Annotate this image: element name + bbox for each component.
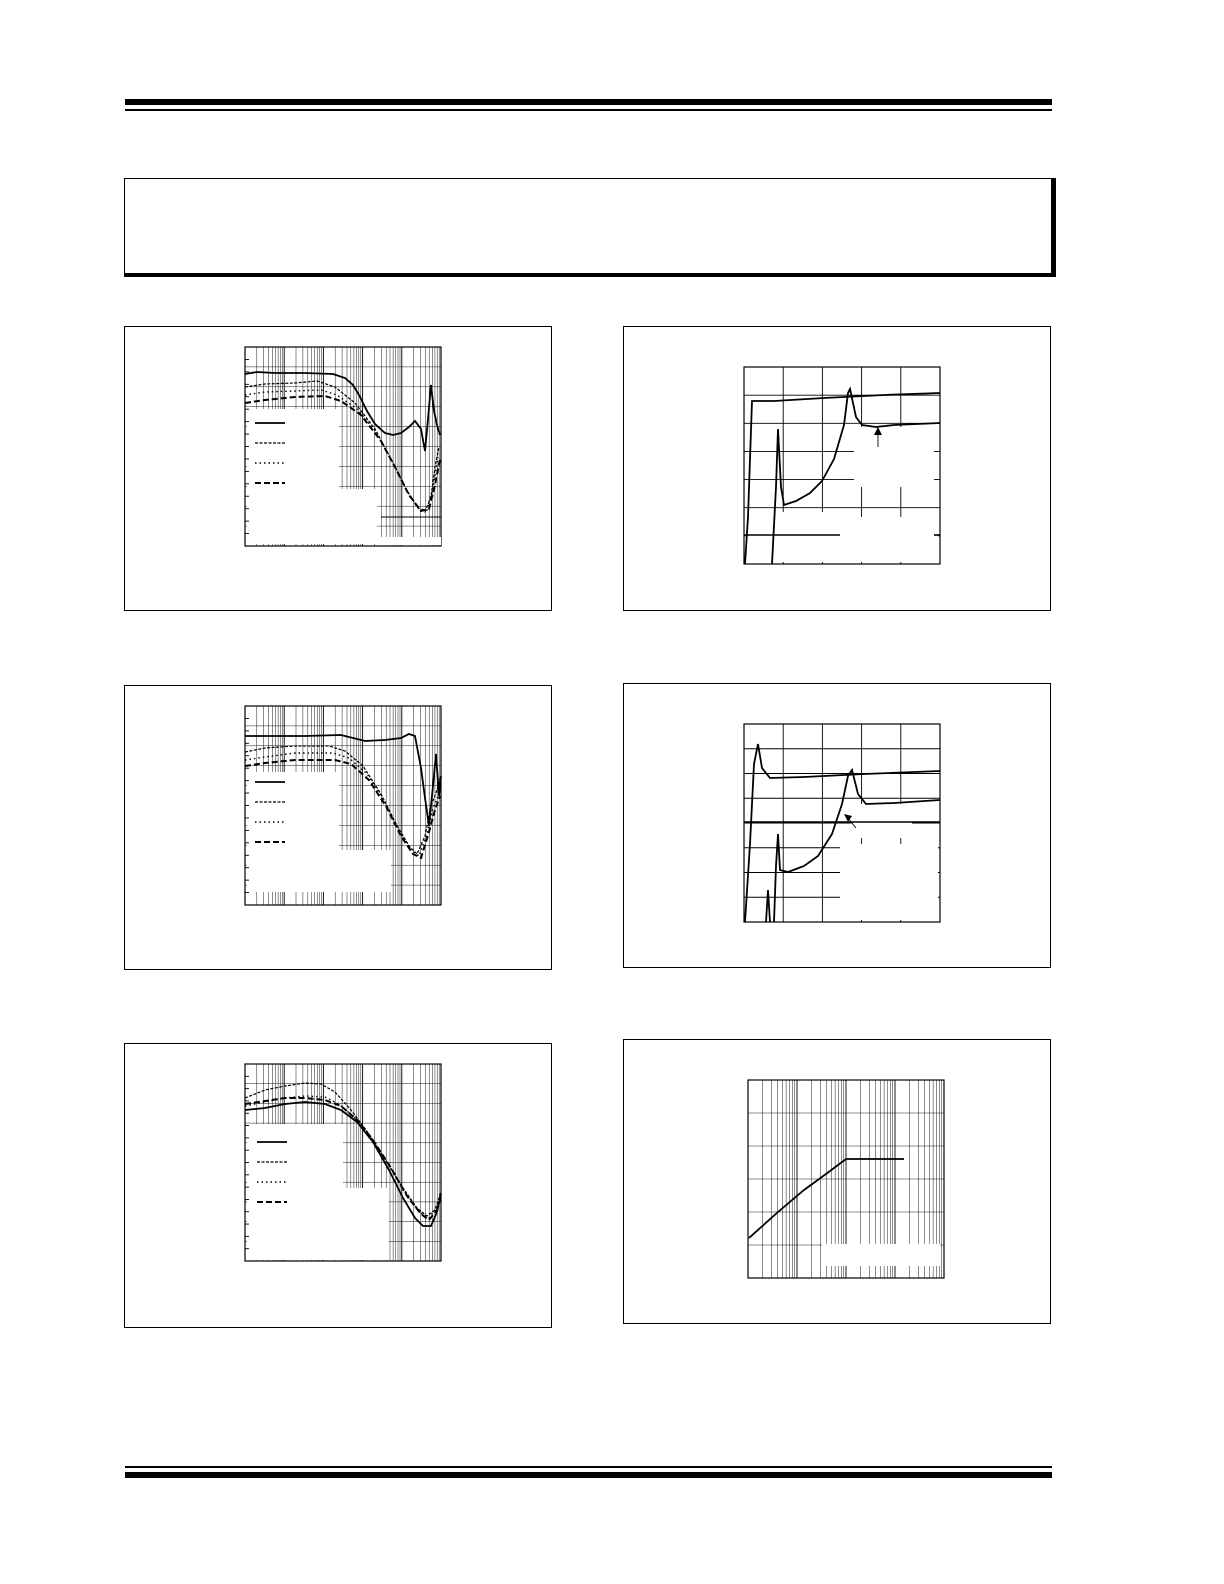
footer-rule-thick [125,1472,1052,1478]
label-area [822,1244,940,1266]
chart-right-1 [624,327,1050,610]
figure-right-3 [623,1039,1051,1324]
label-area [854,427,934,487]
chart-right-3 [624,1040,1050,1323]
label-area [746,512,840,562]
label-area [343,1188,389,1260]
footer-rule-thin [125,1466,1052,1468]
label-area [377,537,441,545]
chart-left-2 [125,686,551,969]
label-area [840,844,938,920]
chart-right-2 [624,684,1050,967]
figure-left-1 [124,326,552,611]
label-area [840,517,938,562]
label-area [339,489,377,544]
label-area [339,850,391,892]
chart-left-1 [125,327,551,610]
legend-area [247,1124,343,1260]
legend-area [247,409,339,544]
header-rule-thick [125,99,1052,105]
note-box [124,178,1056,277]
legend-area [247,772,339,892]
figure-right-2 [623,683,1051,968]
figure-left-3 [124,1043,552,1328]
header-rule-thin [125,109,1052,111]
figure-left-2 [124,685,552,970]
label-area [852,804,912,838]
figure-right-1 [623,326,1051,611]
chart-left-3 [125,1044,551,1327]
